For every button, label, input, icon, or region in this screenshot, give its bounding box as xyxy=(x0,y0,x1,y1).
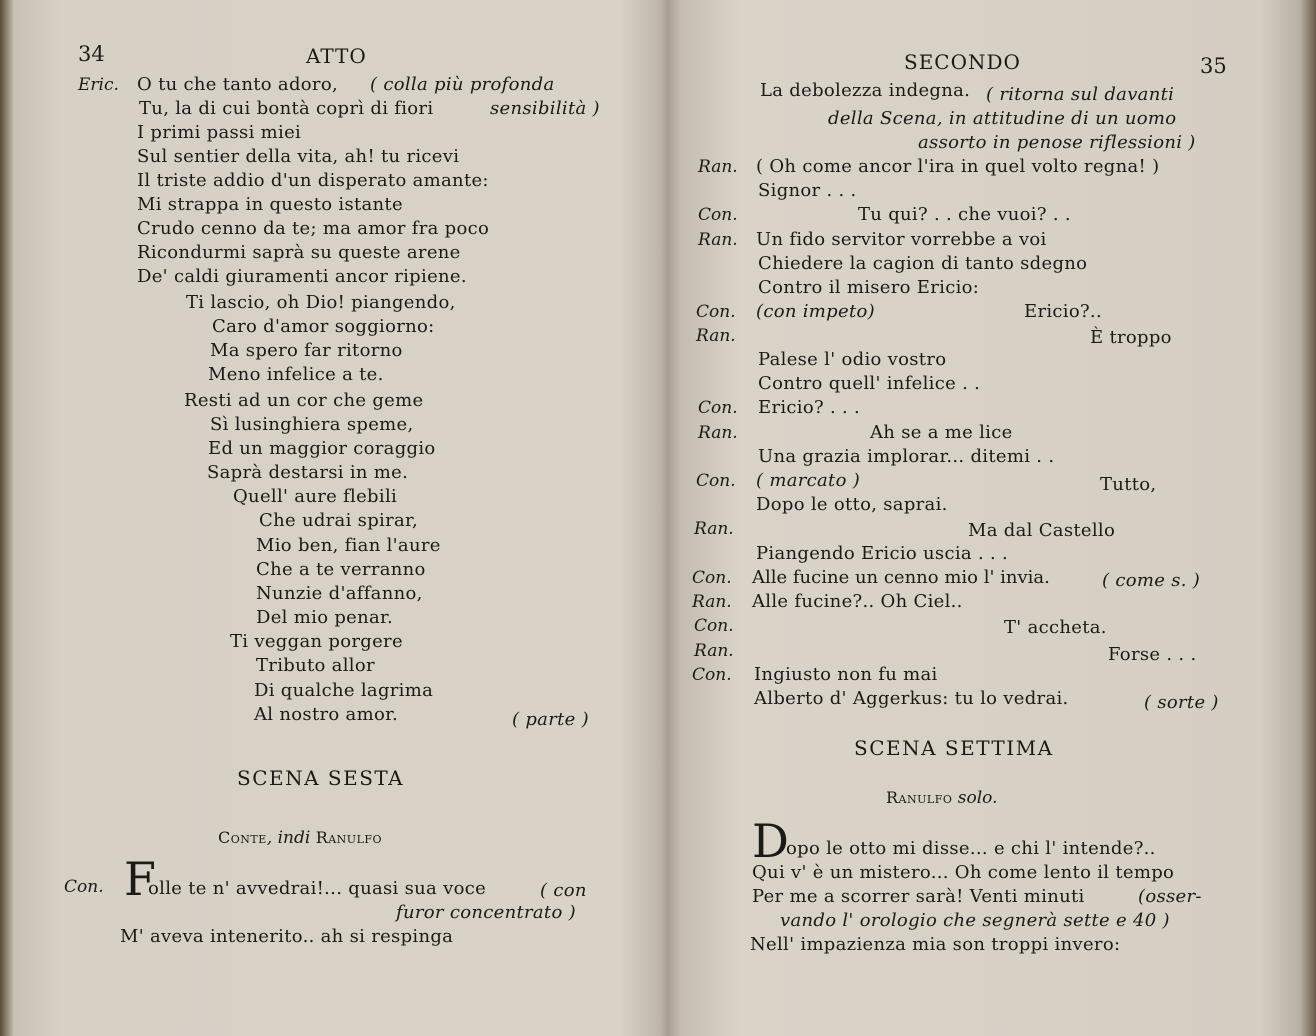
song-line: Ti lascio, oh Dio! piangendo, xyxy=(186,292,456,313)
song-line: Sì lusinghiera speme, xyxy=(210,414,414,435)
dialogue-line: Piangendo Ericio uscia . . . xyxy=(756,543,1009,564)
stage-direction: ( colla più profonda xyxy=(370,74,555,95)
dialogue-line: Ma dal Castello xyxy=(968,520,1116,541)
verse-line: Ricondurmi saprà su queste arene xyxy=(137,242,461,263)
speaker-label: Con. xyxy=(64,877,104,897)
stage-direction: ( come s. ) xyxy=(1102,570,1201,591)
song-line: Caro d'amor soggiorno: xyxy=(212,316,435,337)
dialogue-line: Ingiusto non fu mai xyxy=(754,664,938,685)
song-line: Ma spero far ritorno xyxy=(210,340,403,361)
dialogue-line: Alle fucine?.. Oh Ciel.. xyxy=(752,591,963,612)
song-line: Di qualche lagrima xyxy=(254,680,434,701)
character-name: Conte xyxy=(218,828,267,847)
song-line: Ti veggan porgere xyxy=(230,631,403,652)
stage-direction: sensibilità ) xyxy=(490,98,600,119)
dialogue-line: Ericio? . . . xyxy=(758,397,861,418)
song-line: Ed un maggior coraggio xyxy=(208,438,436,459)
scene-characters xyxy=(218,828,382,848)
speaker-label: Ran. xyxy=(692,592,732,612)
verse-line: Il triste addio d'un disperato amante: xyxy=(137,170,489,191)
dialogue-line: Palese l' odio vostro xyxy=(758,349,947,370)
song-line: Che a te verranno xyxy=(256,559,426,580)
verse-line: O tu che tanto adoro, xyxy=(137,74,338,95)
verse-line: La debolezza indegna. xyxy=(760,80,971,101)
verse-line: Tu, la di cui bontà coprì di fiori xyxy=(139,98,434,119)
page-number-right: 35 xyxy=(1200,54,1227,78)
dialogue-line: Ericio?.. xyxy=(1024,301,1102,322)
song-line: Saprà destarsi in me. xyxy=(207,462,409,483)
verse-line: Sul sentier della vita, ah! tu ricevi xyxy=(137,146,460,167)
verse-line: olle te n' avvedrai!... quasi sua voce xyxy=(148,878,487,899)
dialogue-line: Una grazia implorar... ditemi . . xyxy=(758,446,1055,467)
stage-direction: assorto in penose riflessioni ) xyxy=(918,132,1196,153)
verse-line: Mi strappa in questo istante xyxy=(137,194,403,215)
speaker-label: Con. xyxy=(694,616,734,636)
dialogue-line: T' accheta. xyxy=(1004,617,1107,638)
stage-direction: (con impeto) xyxy=(756,301,875,322)
speaker-label: Eric. xyxy=(78,75,119,95)
running-head-right: SECONDO xyxy=(904,50,1021,74)
verse-line: opo le otto mi disse... e chi l' intende?.. xyxy=(786,838,1156,859)
stage-direction: ( marcato ) xyxy=(756,470,861,491)
dialogue-line: Dopo le otto, saprai. xyxy=(756,494,948,515)
connector-text: solo. xyxy=(952,788,998,808)
scene-title: SCENA SESTA xyxy=(237,766,405,790)
drop-cap: D xyxy=(752,814,789,868)
verse-line: M' aveva intenerito.. ah si respinga xyxy=(120,926,454,947)
speaker-label: Ran. xyxy=(694,641,734,661)
dialogue-line: Un fido servitor vorrebbe a voi xyxy=(756,229,1047,250)
stage-direction: vando l' orologio che segnerà sette e 40 ) xyxy=(780,910,1170,931)
verse-line: Qui v' è un mistero... Oh come lento il tempo xyxy=(752,862,1175,883)
stage-direction: furor concentrato ) xyxy=(396,902,576,923)
stage-direction: ( sorte ) xyxy=(1144,692,1219,713)
character-name: Ranulfo xyxy=(315,828,383,847)
song-line: Quell' aure flebili xyxy=(233,486,398,507)
speaker-label: Con. xyxy=(696,471,736,491)
song-line: Mio ben, fian l'aure xyxy=(256,535,441,556)
stage-direction: della Scena, in attitudine di un uomo xyxy=(828,108,1177,129)
speaker-label: Ran. xyxy=(694,519,734,539)
speaker-label: Con. xyxy=(692,568,732,588)
stage-direction: ( con xyxy=(540,880,587,901)
dialogue-line: Signor . . . xyxy=(758,180,857,201)
speaker-label: Con. xyxy=(692,665,732,685)
song-line: Meno infelice a te. xyxy=(208,364,384,385)
song-line: Nunzie d'affanno, xyxy=(256,583,423,604)
dialogue-line: Alle fucine un cenno mio l' invia. xyxy=(752,567,1050,588)
dialogue-line: Ah se a me lice xyxy=(870,422,1013,443)
speaker-label: Con. xyxy=(696,302,736,322)
song-line: Al nostro amor. xyxy=(254,704,399,725)
right-page xyxy=(668,0,1316,1036)
scene-characters xyxy=(886,788,997,808)
page-number-left: 34 xyxy=(78,42,105,66)
song-line: Che udrai spirar, xyxy=(259,510,418,531)
dialogue-line: Tutto, xyxy=(1100,474,1157,495)
speaker-label: Ran. xyxy=(696,326,736,346)
song-line: Resti ad un cor che geme xyxy=(184,390,424,411)
speaker-label: Ran. xyxy=(698,157,738,177)
stage-direction: ( parte ) xyxy=(512,709,589,730)
character-name: Ranulfo xyxy=(886,788,953,807)
dialogue-line: Alberto d' Aggerkus: tu lo vedrai. xyxy=(754,688,1069,709)
song-line: Tributo allor xyxy=(256,655,375,676)
speaker-label: Ran. xyxy=(698,230,738,250)
verse-line: I primi passi miei xyxy=(137,122,302,143)
scene-title: SCENA SETTIMA xyxy=(854,736,1054,760)
stage-direction: ( ritorna sul davanti xyxy=(986,84,1175,105)
drop-cap: F xyxy=(124,852,156,906)
stage-direction: (osser- xyxy=(1138,886,1202,907)
dialogue-line: È troppo xyxy=(1090,327,1172,348)
speaker-label: Con. xyxy=(698,205,738,225)
speaker-label: Ran. xyxy=(698,423,738,443)
dialogue-line: Chiedere la cagion di tanto sdegno xyxy=(758,253,1088,274)
verse-line: Per me a scorrer sarà! Venti minuti xyxy=(752,886,1085,907)
verse-line: Crudo cenno da te; ma amor fra poco xyxy=(137,218,490,239)
dialogue-line: Contro il misero Ericio: xyxy=(758,277,980,298)
dialogue-line: ( Oh come ancor l'ira in quel volto regna! ) xyxy=(756,156,1160,177)
speaker-label: Con. xyxy=(698,398,738,418)
verse-line: De' caldi giuramenti ancor ripiene. xyxy=(137,266,467,287)
dialogue-line: Forse . . . xyxy=(1108,644,1197,665)
running-head-left: ATTO xyxy=(306,44,367,68)
dialogue-line: Contro quell' infelice . . xyxy=(758,373,981,394)
verse-line: Nell' impazienza mia son troppi invero: xyxy=(750,934,1121,955)
connector-text: , indi xyxy=(266,828,316,848)
dialogue-line: Tu qui? . . che vuoi? . . xyxy=(858,204,1071,225)
song-line: Del mio penar. xyxy=(256,607,393,628)
